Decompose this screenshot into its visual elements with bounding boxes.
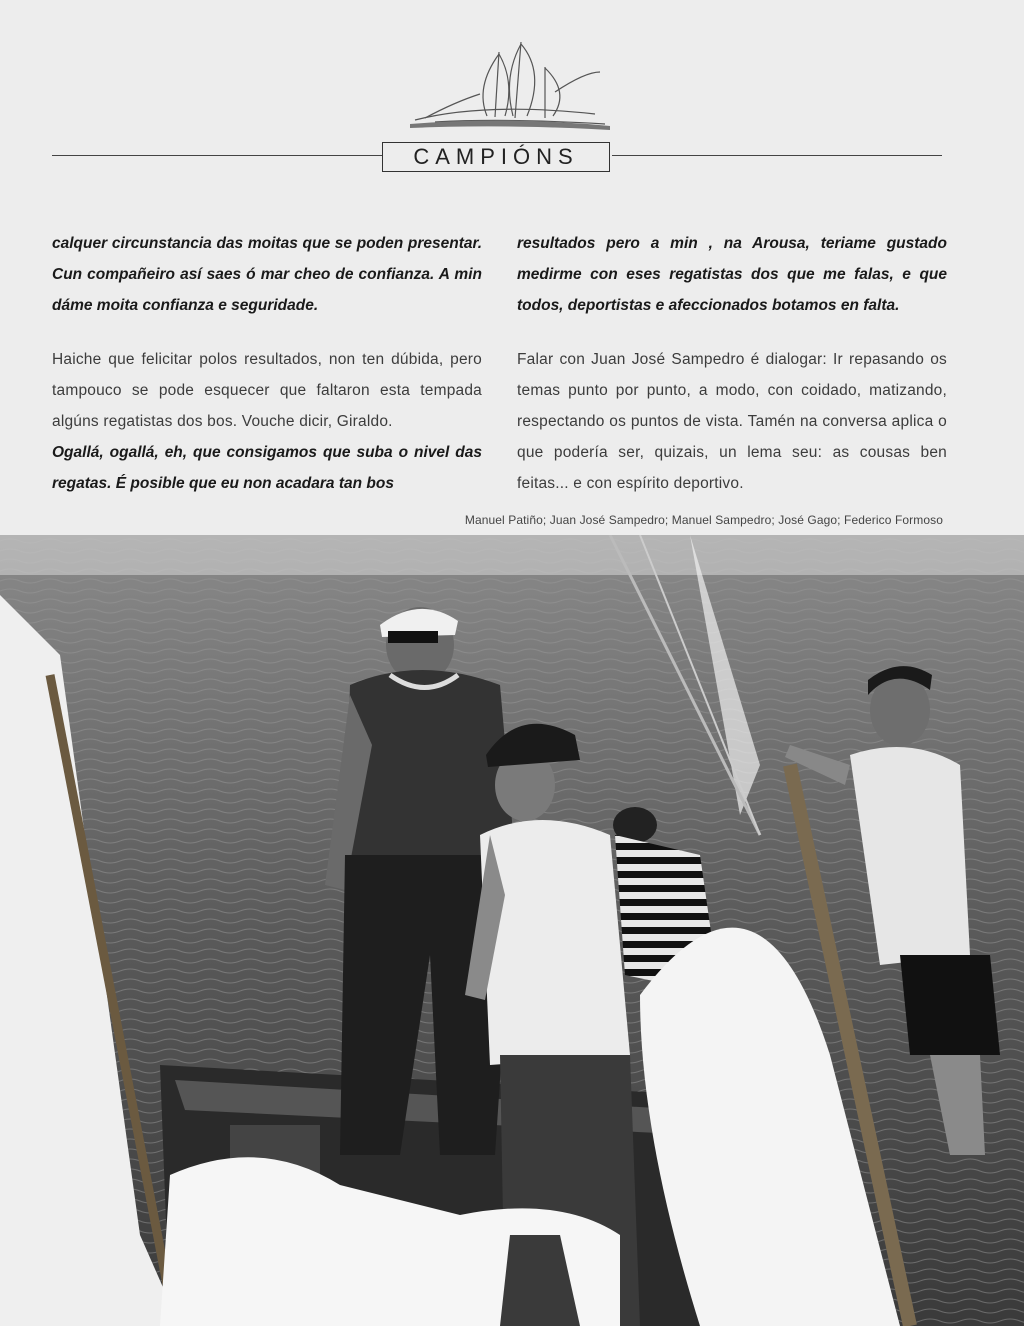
sailing-crew-photo bbox=[0, 535, 1024, 1326]
right-body-text: Falar con Juan José Sampedro é dialogar: Ir repasando os temas punto por punto, a modo, con coidado, matizando, respectando os puntos de vista. Tamén na conversa aplica o que podería ser, quizais, un lema seu: as cousas ben feitas... e con espírito deportivo. bbox=[517, 351, 947, 492]
sailboat-sketch-icon bbox=[395, 32, 625, 132]
right-intro-text: resultados pero a min , na Arousa, teriame gustado medirme con eses regatistas dos que me falas, e que todos, deportistas e afeccionados botamos en falta. bbox=[517, 235, 947, 314]
photo-caption: Manuel Patiño; Juan José Sampedro; Manuel Sampedro; José Gago; Federico Formoso bbox=[464, 513, 943, 527]
left-column bbox=[52, 228, 482, 499]
header-rule-right bbox=[612, 155, 942, 156]
left-body-text: Haiche que felicitar polos resultados, non ten dúbida, pero tampouco se pode esquecer que faltaron esta tempada algúns regatistas dos bos. Vouche dicir, Giraldo. bbox=[52, 351, 482, 430]
left-intro-text: calquer circunstancia das moitas que se poden presentar. Cun compañeiro así saes ó mar cheo de confianza. A min dáme moita confianza e seguridade. bbox=[52, 235, 482, 314]
section-title: CAMPIÓNS bbox=[382, 142, 610, 172]
left-quote-text: Ogallá, ogallá, eh, que consigamos que suba o nivel das regatas. É posible que eu non acadara tan bos bbox=[52, 444, 482, 492]
header-rule-left bbox=[52, 155, 382, 156]
right-column bbox=[517, 228, 947, 499]
